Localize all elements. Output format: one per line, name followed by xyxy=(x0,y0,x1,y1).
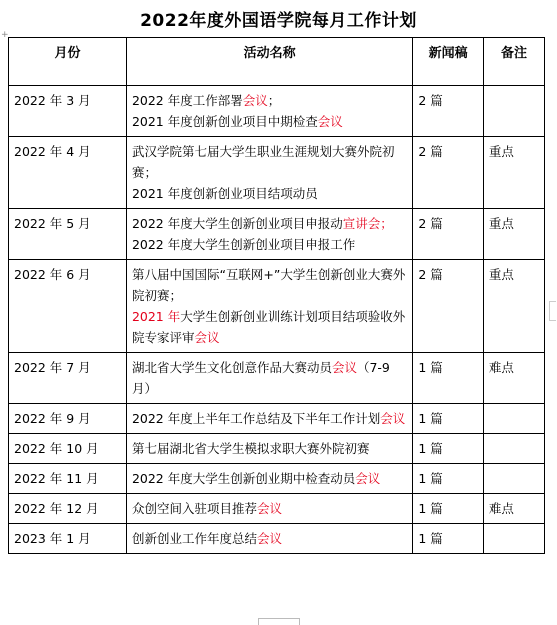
cell-note: 难点 xyxy=(483,353,544,404)
activity-highlight-text: 会议 xyxy=(331,360,357,375)
table-row xyxy=(9,209,545,260)
cell-month: 2022 年 12 月 xyxy=(9,494,127,524)
table-header-row xyxy=(9,38,545,86)
cell-news-count: 2 篇 xyxy=(413,260,484,353)
activity-text: 湖北省大学生文化创意作品大赛动员 xyxy=(131,360,332,375)
cell-activity xyxy=(126,353,412,404)
activity-text: 第八届中国国际“互联网+”大学生创新创业大赛外院初赛； xyxy=(131,267,406,303)
cell-news-count: 1 篇 xyxy=(413,353,484,404)
table-row xyxy=(9,137,545,209)
cell-note xyxy=(483,464,544,494)
table-body xyxy=(9,86,545,554)
activity-line xyxy=(132,264,407,306)
table-move-handle-icon[interactable]: + xyxy=(1,30,9,40)
cell-note: 重点 xyxy=(483,137,544,209)
cell-activity xyxy=(126,86,412,137)
cell-activity xyxy=(126,494,412,524)
cell-news-count: 1 篇 xyxy=(413,434,484,464)
cell-note xyxy=(483,86,544,137)
activity-text: 大学生创新创业训练计划项目结项验收外院专家评审 xyxy=(131,309,406,345)
activity-text: 第七届湖北省大学生模拟求职大赛外院初赛 xyxy=(131,441,370,456)
cell-month: 2022 年 6 月 xyxy=(9,260,127,353)
activity-highlight-text: 会议 xyxy=(355,471,381,486)
activity-text: 2022 年度大学生创新创业项目申报动 xyxy=(131,216,343,231)
activity-highlight-text: 会议 xyxy=(194,330,220,345)
cell-activity xyxy=(126,404,412,434)
cell-note xyxy=(483,434,544,464)
activity-text: （7-9 月） xyxy=(131,360,390,396)
activity-line xyxy=(132,408,407,429)
activity-line xyxy=(132,438,407,459)
header-news: 新闻稿 xyxy=(413,38,484,86)
activity-line xyxy=(132,141,407,183)
table-row xyxy=(9,524,545,554)
header-activity: 活动名称 xyxy=(126,38,412,86)
activity-line xyxy=(132,306,407,348)
activity-highlight-text: 宣讲会； xyxy=(342,216,393,231)
activity-text: 2022 年度工作部署 xyxy=(131,93,243,108)
table-row xyxy=(9,353,545,404)
cell-note: 重点 xyxy=(483,209,544,260)
cell-news-count: 1 篇 xyxy=(413,494,484,524)
cell-activity xyxy=(126,434,412,464)
cell-activity xyxy=(126,137,412,209)
activity-text: 2021 年度创新创业项目结项动员 xyxy=(131,186,318,201)
activity-highlight-text: 2021 年 xyxy=(131,309,181,324)
cell-month: 2022 年 11 月 xyxy=(9,464,127,494)
cell-month: 2022 年 3 月 xyxy=(9,86,127,137)
activity-line xyxy=(132,111,407,132)
cell-month: 2022 年 5 月 xyxy=(9,209,127,260)
cell-activity xyxy=(126,260,412,353)
activity-text: ； xyxy=(267,93,281,108)
activity-highlight-text: 会议 xyxy=(242,93,268,108)
cell-note: 难点 xyxy=(483,494,544,524)
cell-news-count: 1 篇 xyxy=(413,464,484,494)
table-row xyxy=(9,86,545,137)
table-row xyxy=(9,494,545,524)
activity-highlight-text: 会议 xyxy=(317,114,343,129)
page-title: 2022年度外国语学院每月工作计划 xyxy=(140,11,417,31)
cell-news-count: 1 篇 xyxy=(413,404,484,434)
cell-month: 2022 年 10 月 xyxy=(9,434,127,464)
cell-activity xyxy=(126,524,412,554)
cell-month: 2023 年 1 月 xyxy=(9,524,127,554)
cell-note xyxy=(483,404,544,434)
cell-note: 重点 xyxy=(483,260,544,353)
table-row xyxy=(9,404,545,434)
activity-line xyxy=(132,90,407,111)
activity-text: 武汉学院第七届大学生职业生涯规划大赛外院初赛； xyxy=(131,144,395,180)
activity-line xyxy=(132,357,407,399)
cell-news-count: 1 篇 xyxy=(413,524,484,554)
cell-month: 2022 年 7 月 xyxy=(9,353,127,404)
header-month: 月份 xyxy=(9,38,127,86)
activity-text: 众创空间入驻项目推荐 xyxy=(131,501,257,516)
cell-activity xyxy=(126,464,412,494)
cell-month: 2022 年 9 月 xyxy=(9,404,127,434)
cell-news-count: 2 篇 xyxy=(413,86,484,137)
activity-highlight-text: 会议 xyxy=(256,501,282,516)
cell-note xyxy=(483,524,544,554)
cell-news-count: 2 篇 xyxy=(413,209,484,260)
activity-text: 2021 年度创新创业项目中期检查 xyxy=(131,114,318,129)
table-row xyxy=(9,464,545,494)
activity-line xyxy=(132,498,407,519)
side-marker xyxy=(549,301,556,321)
activity-text: 2022 年度大学生创新创业期中检查动员 xyxy=(131,471,356,486)
activity-text: 2022 年度上半年工作总结及下半年工作计划 xyxy=(131,411,381,426)
activity-text: 2022 年度大学生创新创业项目申报工作 xyxy=(131,237,356,252)
cell-activity xyxy=(126,209,412,260)
activity-highlight-text: 会议 xyxy=(256,531,282,546)
activity-line xyxy=(132,528,407,549)
activity-line xyxy=(132,468,407,489)
cell-month: 2022 年 4 月 xyxy=(9,137,127,209)
activity-line xyxy=(132,234,407,255)
table-row xyxy=(9,260,545,353)
activity-highlight-text: 会议 xyxy=(380,411,406,426)
monthly-plan-table xyxy=(8,37,545,554)
activity-text: 创新创业工作年度总结 xyxy=(131,531,257,546)
activity-line xyxy=(132,213,407,234)
cell-news-count: 2 篇 xyxy=(413,137,484,209)
header-note: 备注 xyxy=(483,38,544,86)
table-row xyxy=(9,434,545,464)
activity-line xyxy=(132,183,407,204)
